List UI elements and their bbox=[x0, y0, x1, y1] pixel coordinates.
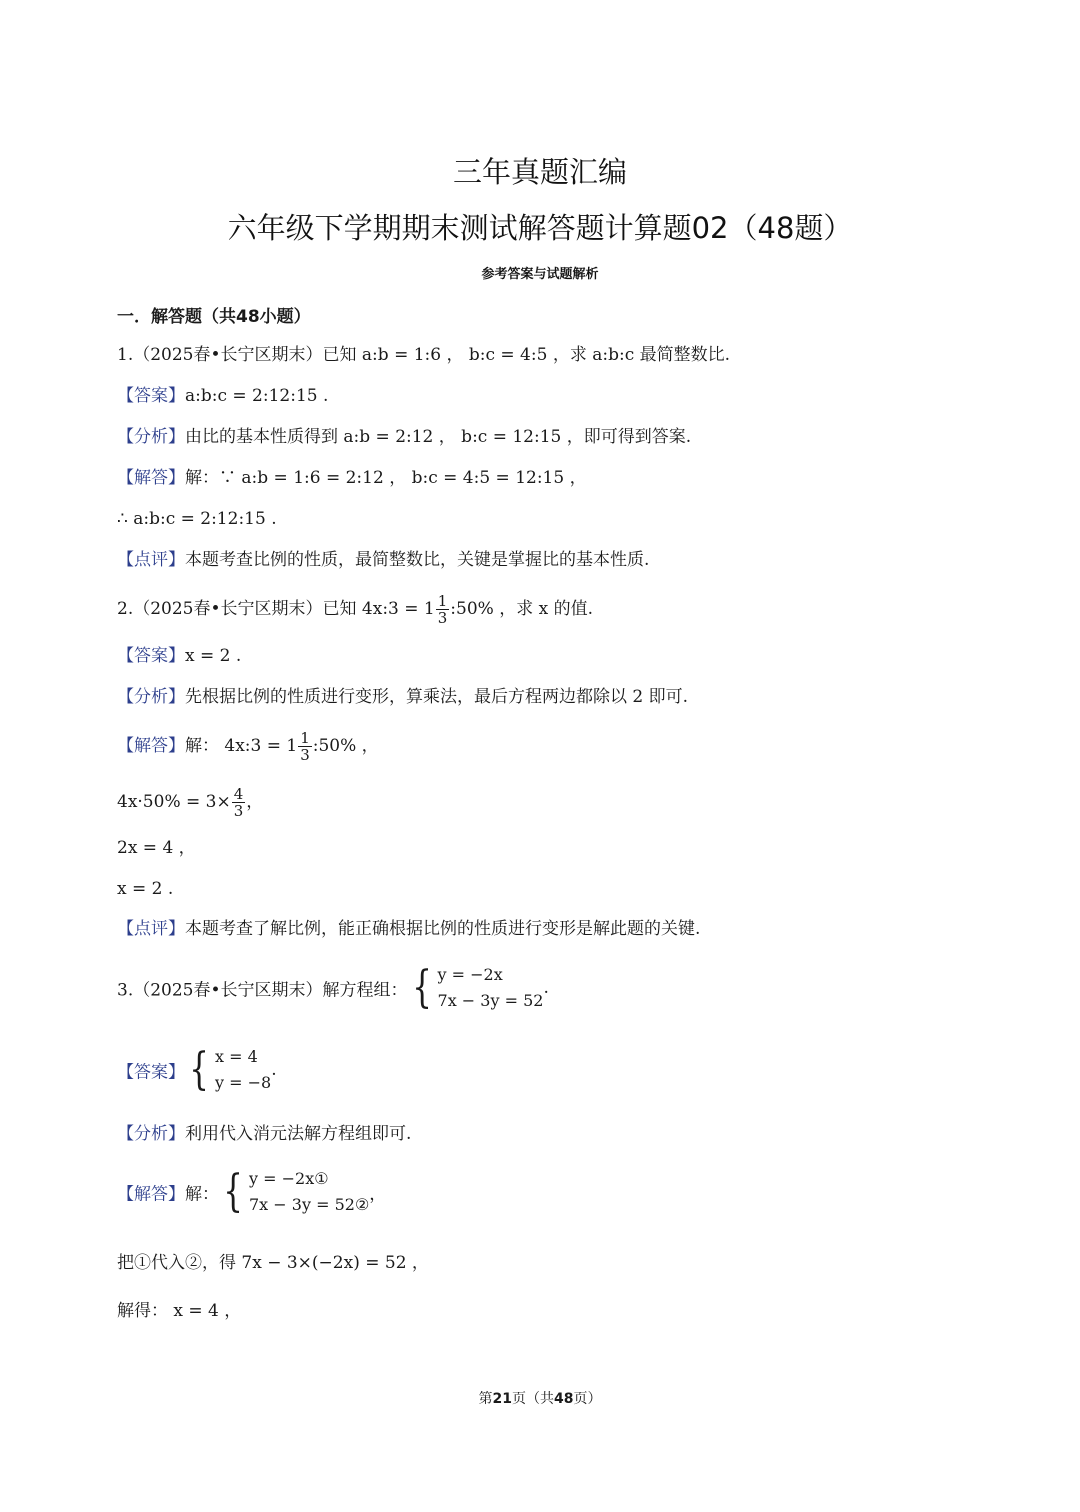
brace-icon: { bbox=[411, 962, 432, 1013]
q3-step2: 解得： x = 4 ， bbox=[117, 1301, 242, 1321]
q2-stem bbox=[117, 593, 593, 626]
q2-analysis: 先根据比例的性质进行变形，算乘法，最后方程两边都除以 2 即可. bbox=[185, 687, 689, 707]
q1-answer: a:b:c = 2:12:15 . bbox=[185, 386, 329, 406]
fraction-denominator: 3 bbox=[437, 609, 448, 627]
equation-row: 7x − 3y = 52② bbox=[249, 1195, 370, 1214]
document-subtitle: 六年级下学期期末测试解答题计算题02（48题） bbox=[227, 211, 853, 245]
footer-mid: 页（共 bbox=[512, 1391, 554, 1407]
q2-step1-fraction bbox=[232, 786, 246, 819]
footer-pre: 第 bbox=[478, 1391, 493, 1407]
q1-solution-line bbox=[117, 467, 587, 489]
q2-solution-pre: 解： 4x:3 = 1 bbox=[185, 736, 298, 756]
equation-row: y = −2x① bbox=[249, 1169, 329, 1188]
q2-solution-line bbox=[117, 730, 379, 763]
q2-stem-pre: 2.（2025春•长宁区期末）已知 4x:3 = 1 bbox=[117, 599, 435, 619]
q3-answer-system bbox=[185, 1044, 271, 1096]
q3-stem-text: 3.（2025春•长宁区期末）解方程组： bbox=[117, 980, 408, 1001]
document-title: 三年真题汇编 bbox=[452, 155, 627, 189]
q1-answer-line bbox=[117, 385, 328, 407]
equation-row: y = −2x bbox=[437, 965, 503, 984]
q2-stem-post: :50% ，求 x 的值. bbox=[450, 599, 593, 619]
q2-solution-fraction bbox=[298, 730, 312, 763]
q2-comment-line bbox=[117, 918, 700, 940]
equation-row: 7x − 3y = 52 bbox=[437, 991, 544, 1010]
comment-tag: 【点评】 bbox=[117, 550, 185, 570]
q2-step2: 2x = 4 ， bbox=[117, 838, 196, 858]
fraction-numerator: 1 bbox=[437, 592, 448, 610]
total-pages: 48 bbox=[554, 1391, 574, 1407]
fraction-numerator: 4 bbox=[233, 785, 244, 803]
solution-tag: 【解答】 bbox=[117, 468, 185, 488]
q3-equation-system bbox=[408, 962, 544, 1014]
answer-tag: 【答案】 bbox=[117, 1062, 185, 1083]
q2-step1 bbox=[117, 786, 263, 819]
analysis-tag: 【分析】 bbox=[117, 687, 185, 707]
q1-solution: 解：∵ a:b = 1:6 = 2:12 ， b:c = 4:5 = 12:15 ， bbox=[185, 468, 587, 488]
q3-stem-end: . bbox=[543, 978, 549, 998]
page-footer bbox=[0, 1388, 1080, 1408]
q3-answer-line bbox=[117, 1044, 277, 1096]
q1-step1: ∴ a:b:c = 2:12:15 . bbox=[117, 509, 277, 529]
q2-answer: x = 2 . bbox=[185, 646, 242, 666]
q3-analysis-line bbox=[117, 1123, 411, 1145]
section-heading: 一．解答题（共48小题） bbox=[117, 307, 311, 327]
analysis-tag: 【分析】 bbox=[117, 427, 185, 447]
page-number: 21 bbox=[492, 1391, 512, 1407]
comment-tag: 【点评】 bbox=[117, 919, 185, 939]
brace-icon: { bbox=[223, 1166, 243, 1217]
q2-answer-line bbox=[117, 645, 241, 667]
q2-step1-pre: 4x·50% = 3× bbox=[117, 792, 231, 812]
q2-fraction bbox=[436, 593, 450, 626]
q1-analysis-line bbox=[117, 426, 691, 448]
brace-icon: { bbox=[189, 1044, 209, 1095]
fraction-denominator: 3 bbox=[300, 746, 310, 764]
q3-answer-end: . bbox=[271, 1060, 277, 1080]
footer-post: 页） bbox=[573, 1391, 602, 1407]
q2-step3: x = 2 . bbox=[117, 879, 174, 899]
fraction-denominator: 3 bbox=[233, 802, 244, 820]
q2-step1-post: ， bbox=[246, 792, 264, 812]
q3-stem bbox=[117, 962, 549, 1014]
q3-solution-system bbox=[219, 1166, 369, 1218]
q2-solution-post: :50% ， bbox=[312, 736, 379, 756]
analysis-tag: 【分析】 bbox=[117, 1124, 185, 1144]
q3-solution-pre: 解： bbox=[185, 1184, 219, 1205]
q2-analysis-line bbox=[117, 686, 688, 708]
q3-step1: 把①代入②，得 7x − 3×(−2x) = 52 ， bbox=[117, 1253, 429, 1273]
q1-stem: 1.（2025春•长宁区期末）已知 a:b = 1:6 ， b:c = 4:5 ，求 a:b:c 最简整数比. bbox=[117, 345, 731, 365]
q3-analysis: 利用代入消元法解方程组即可. bbox=[185, 1124, 412, 1144]
q3-solution-end: ， bbox=[369, 1184, 387, 1205]
equation-row: x = 4 bbox=[215, 1047, 258, 1066]
q1-comment: 本题考查比例的性质，最简整数比，关键是掌握比的基本性质. bbox=[185, 550, 650, 570]
q3-solution-line bbox=[117, 1166, 386, 1218]
answer-tag: 【答案】 bbox=[117, 386, 185, 406]
answer-tag: 【答案】 bbox=[117, 646, 185, 666]
q2-comment: 本题考查了解比例，能正确根据比例的性质进行变形是解此题的关键. bbox=[185, 919, 701, 939]
fraction-numerator: 1 bbox=[300, 729, 310, 747]
q1-analysis: 由比的基本性质得到 a:b = 2:12 ， b:c = 12:15 ，即可得到答案. bbox=[185, 427, 692, 447]
solution-tag: 【解答】 bbox=[117, 1184, 185, 1205]
equation-row: y = −8 bbox=[215, 1073, 272, 1092]
solution-tag: 【解答】 bbox=[117, 736, 185, 756]
q1-comment-line bbox=[117, 549, 649, 571]
document-caption: 参考答案与试题解析 bbox=[481, 267, 599, 282]
